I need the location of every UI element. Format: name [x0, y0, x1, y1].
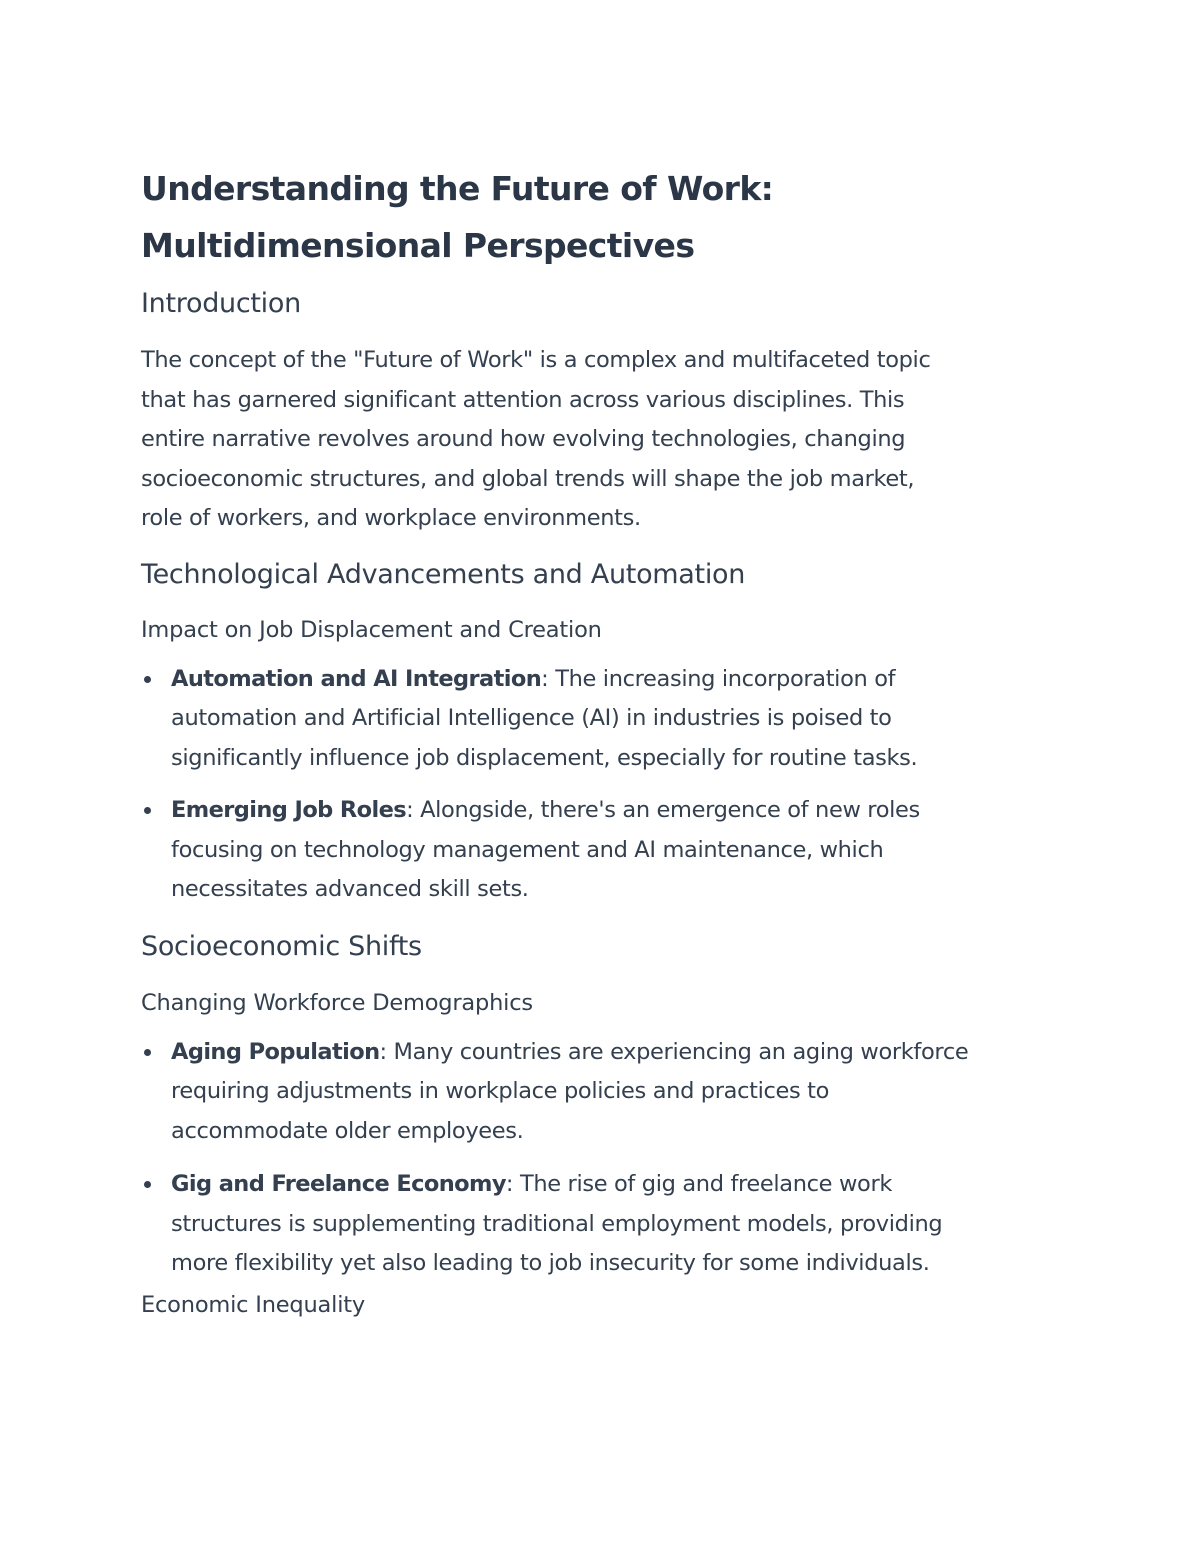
socio-subheading: Changing Workforce Demographics: [141, 989, 533, 1016]
paragraph-line: role of workers, and workplace environments.: [141, 505, 641, 531]
title-line-1: Understanding the Future of Work:: [141, 169, 774, 208]
socio-list: [141, 1033, 1051, 1284]
list-item-text: : The rise of gig and freelance work: [505, 1171, 893, 1197]
list-item-line: accommodate older employees.: [171, 1117, 524, 1144]
list-item: [141, 791, 1051, 910]
list-item-term: Aging Population: [171, 1038, 380, 1065]
list-item-line: focusing on technology management and AI maintenance, which: [171, 836, 884, 863]
list-item-line: [171, 1033, 1051, 1073]
list-item-line: significantly influence job displacement, especially for routine tasks.: [171, 744, 918, 771]
inequality-subheading: Economic Inequality: [141, 1291, 365, 1318]
list-item-text: : Many countries are experiencing an aging workforce: [379, 1038, 969, 1065]
title-line-2: Multidimensional Perspectives: [141, 226, 695, 265]
document-page: [141, 160, 1051, 1320]
paragraph-line: entire narrative revolves around how evolving technologies, changing: [141, 426, 906, 452]
introduction-paragraph: [141, 341, 1051, 539]
list-item-text: : Alongside, there's an emergence of new roles: [406, 797, 920, 823]
paragraph-line: socioeconomic structures, and global trends will shape the job market,: [141, 465, 915, 492]
paragraph-line: that has garnered significant attention across various disciplines. This: [141, 386, 905, 413]
list-item-line: [171, 791, 1051, 831]
list-item: [141, 1165, 1051, 1284]
list-item-line: [171, 660, 1051, 700]
bullet-icon: [144, 807, 151, 814]
list-item-text: : The increasing incorporation of: [541, 665, 896, 692]
list-item-line: necessitates advanced skill sets.: [171, 876, 529, 902]
tech-heading: Technological Advancements and Automation: [141, 558, 746, 590]
tech-list: [141, 660, 1051, 910]
bullet-icon: [144, 1181, 151, 1188]
introduction-heading: Introduction: [141, 288, 301, 319]
list-item: [141, 1033, 1051, 1152]
list-item-line: automation and Artificial Intelligence (AI) in industries is poised to: [171, 705, 892, 731]
list-item-line: structures is supplementing traditional employment models, providing: [171, 1210, 943, 1237]
list-item-line: [171, 1165, 1051, 1205]
bullet-icon: [144, 1049, 151, 1056]
page-title: [141, 160, 1051, 274]
list-item-line: more flexibility yet also leading to job insecurity for some individuals.: [171, 1250, 930, 1276]
list-item-term: Automation and AI Integration: [171, 665, 542, 692]
list-item: [141, 660, 1051, 779]
list-item-term: Gig and Freelance Economy: [171, 1171, 506, 1197]
paragraph-line: The concept of the "Future of Work" is a complex and multifaceted topic: [141, 347, 931, 373]
list-item-line: requiring adjustments in workplace policies and practices to: [171, 1078, 830, 1104]
tech-subheading: Impact on Job Displacement and Creation: [141, 616, 602, 643]
list-item-term: Emerging Job Roles: [171, 797, 407, 823]
bullet-icon: [144, 676, 151, 683]
socio-heading: Socioeconomic Shifts: [141, 930, 422, 962]
